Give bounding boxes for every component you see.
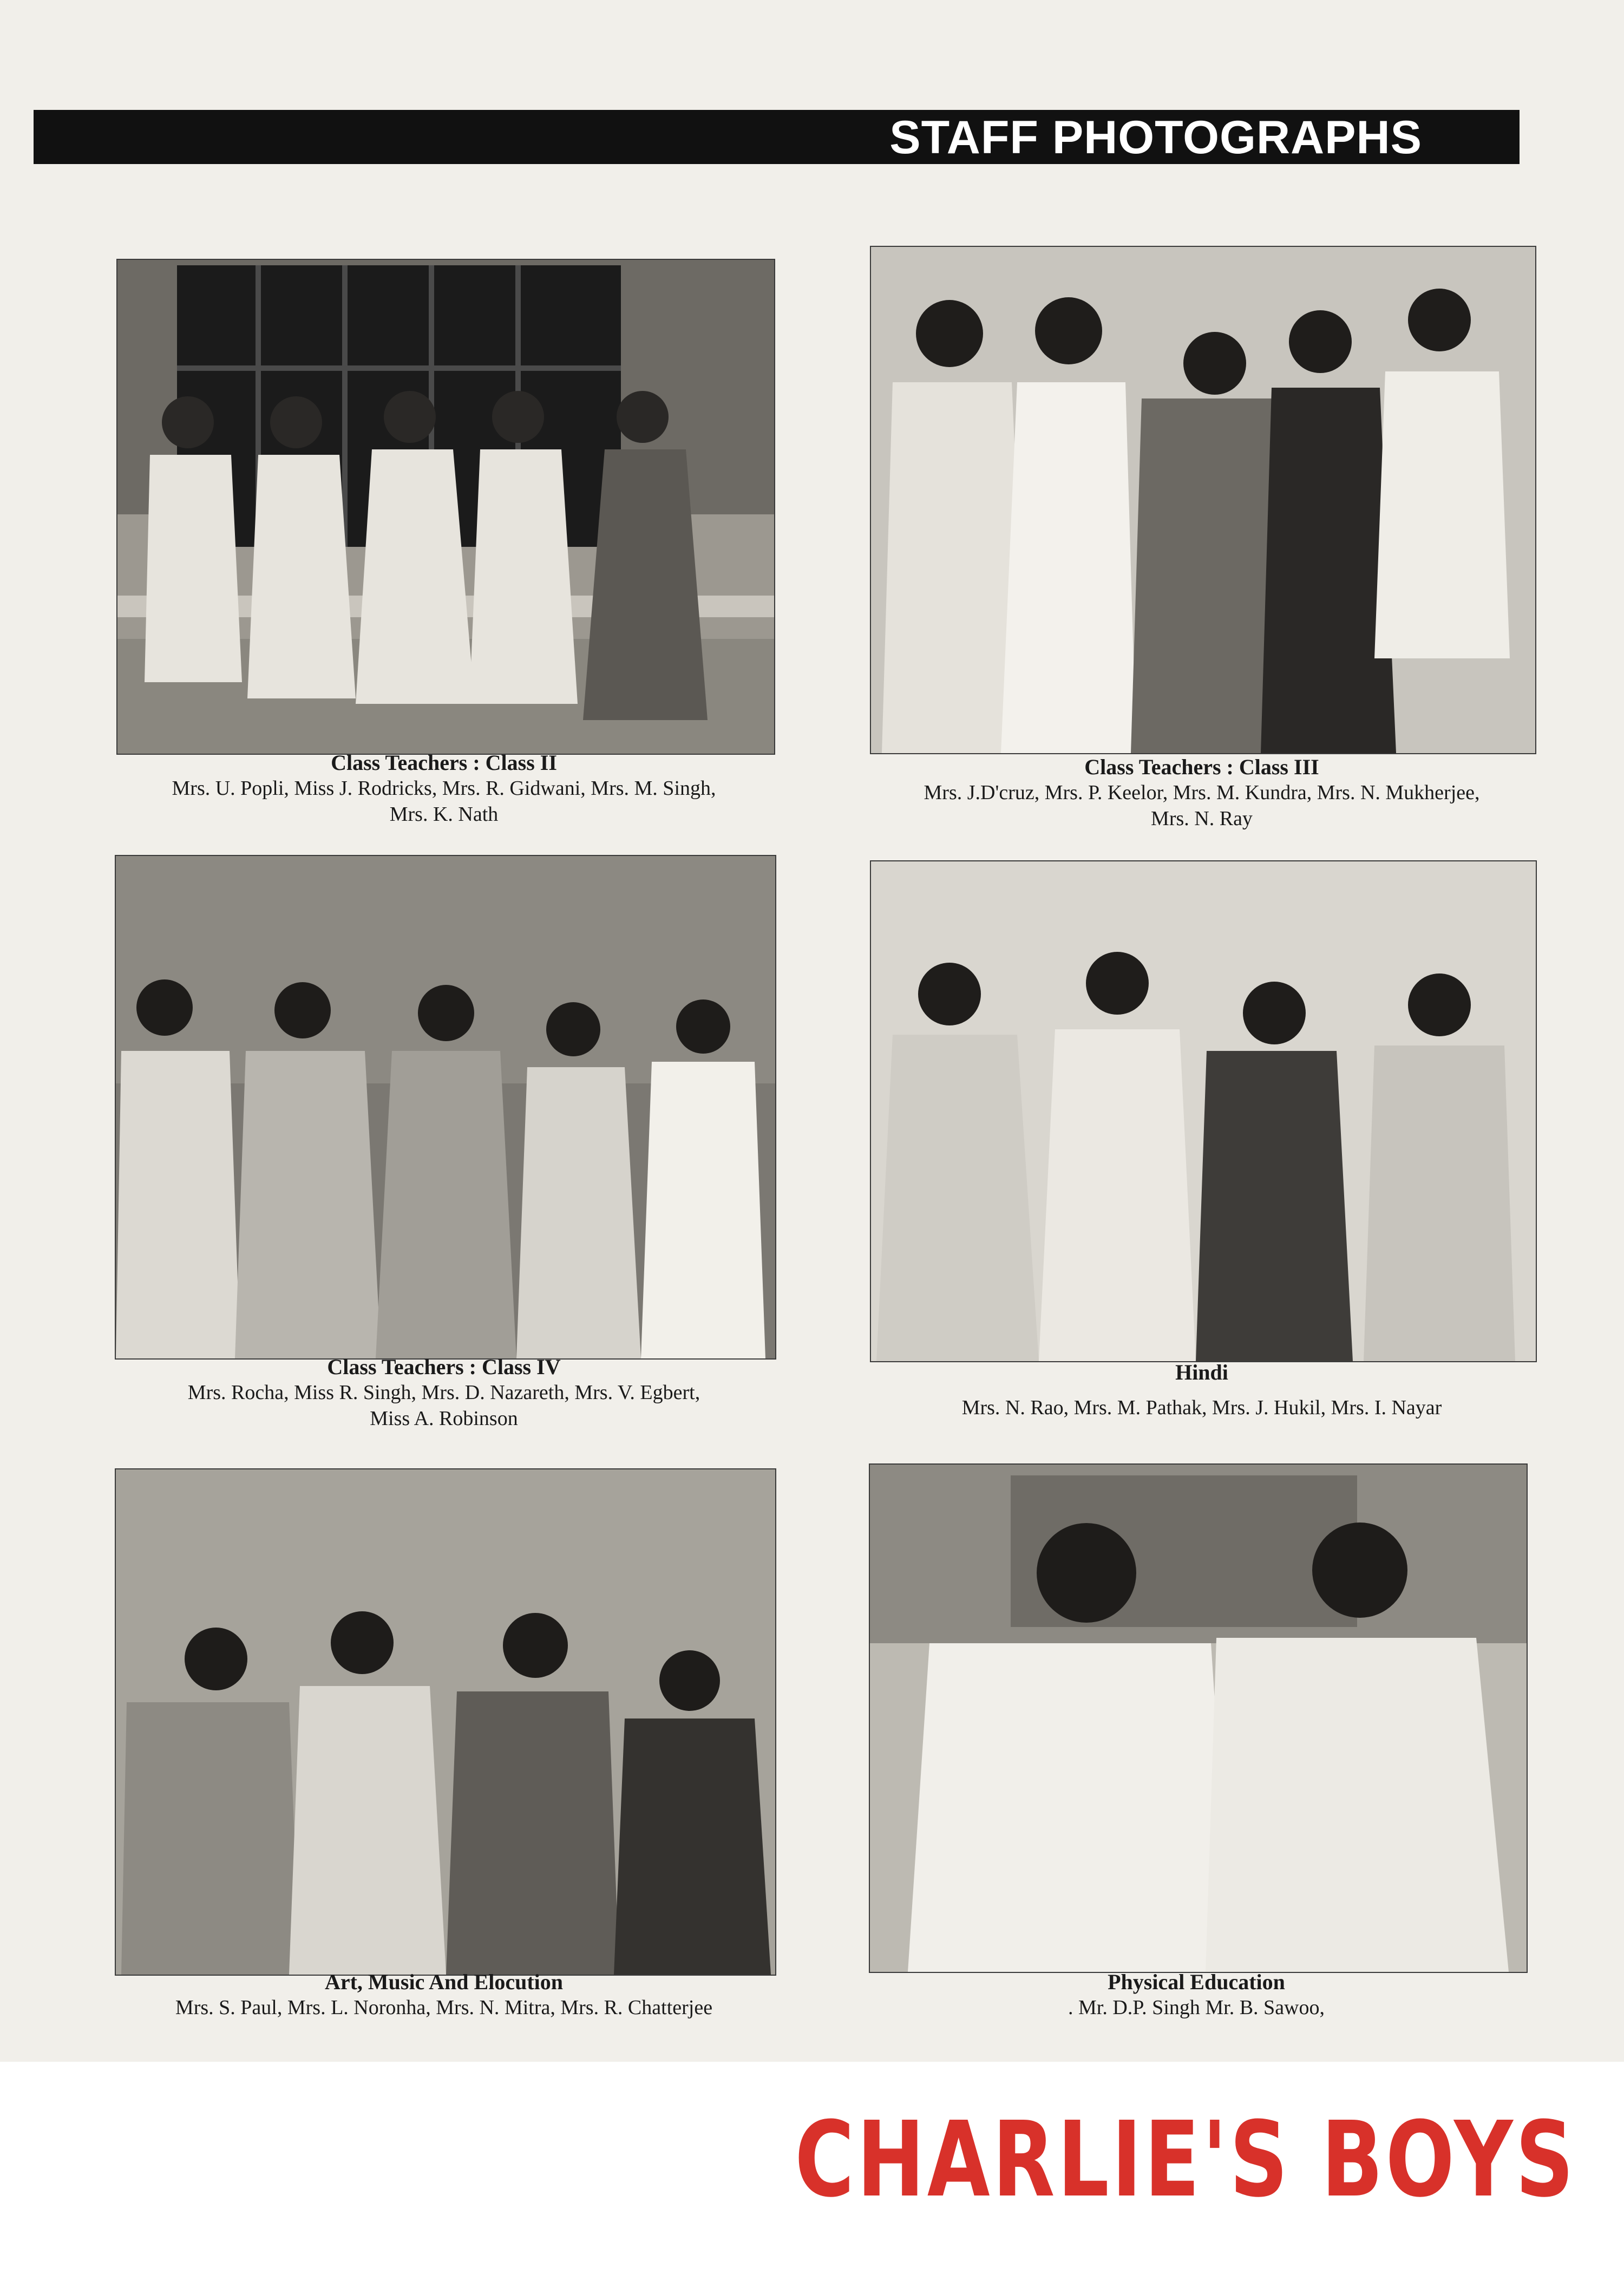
caption-heading: Class Teachers : Class III — [1084, 755, 1319, 779]
caption-names: Mrs. Rocha, Miss R. Singh, Mrs. D. Nazareth, Mrs. V. Egbert, — [187, 1381, 700, 1404]
photo-physical-education — [869, 1463, 1528, 1973]
caption-class-ii — [81, 750, 807, 827]
title-banner — [34, 110, 1520, 164]
caption-heading: Hindi — [1175, 1360, 1228, 1384]
photo-hindi — [870, 860, 1537, 1362]
caption-class-iv — [81, 1355, 807, 1432]
photo-class-ii — [116, 259, 775, 755]
caption-art-music — [81, 1970, 807, 2021]
photo-class-iii — [870, 246, 1536, 754]
caption-names: Mrs. N. Ray — [1151, 807, 1253, 830]
photo-art-music — [115, 1468, 776, 1976]
caption-names: Mrs. K. Nath — [389, 803, 499, 826]
caption-names: Mrs. S. Paul, Mrs. L. Noronha, Mrs. N. Mitra, Mrs. R. Chatterjee — [175, 1996, 713, 2019]
caption-hindi — [834, 1360, 1570, 1421]
photo-class-iv — [115, 855, 776, 1360]
caption-heading: Physical Education — [1108, 1970, 1285, 1994]
caption-heading: Art, Music And Elocution — [324, 1970, 564, 1994]
caption-physical-education — [834, 1970, 1559, 2021]
caption-heading: Class Teachers : Class II — [331, 750, 557, 775]
caption-names: Miss A. Robinson — [370, 1407, 518, 1430]
caption-class-iii — [834, 755, 1570, 832]
page-title: STAFF PHOTOGRAPHS — [889, 112, 1422, 164]
caption-names: . Mr. D.P. Singh Mr. B. Sawoo, — [1068, 1996, 1325, 2019]
caption-names: Mrs. N. Rao, Mrs. M. Pathak, Mrs. J. Hukil, Mrs. I. Nayar — [961, 1396, 1442, 1419]
caption-heading: Class Teachers : Class IV — [327, 1355, 561, 1379]
brand-title: CHARLIE'S BOYS — [795, 2100, 1576, 2220]
caption-names: Mrs. J.D'cruz, Mrs. P. Keelor, Mrs. M. Kundra, Mrs. N. Mukherjee, — [924, 781, 1480, 804]
caption-names: Mrs. U. Popli, Miss J. Rodricks, Mrs. R. Gidwani, Mrs. M. Singh, — [172, 777, 716, 800]
